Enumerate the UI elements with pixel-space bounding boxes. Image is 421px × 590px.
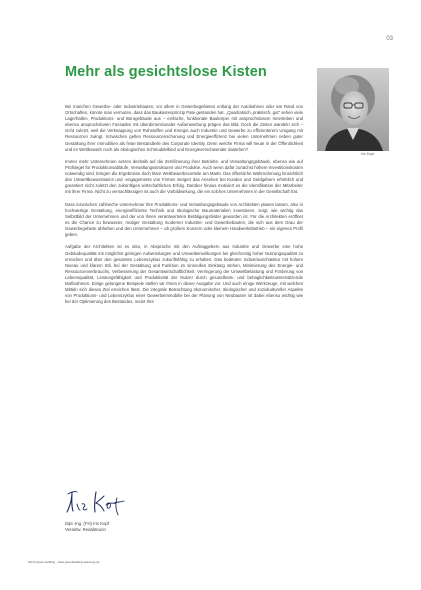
handwritten-signature xyxy=(64,488,126,516)
paragraph: Aufgabe der Architekten ist es also, in Absprache mit den Auftraggebern aus Industrie und Gewerbe eine hohe Gebäudequalität mit möglichst geringen Aufwendungen und Umwelteinwirkungen bei gleichzeitig hoher Nutzungsqualität zu erreichen und über den gesamten Lebenszyklus zukunftsfähig zu erhalten. Das bedeutet: Industriearchitektur mit hohem Niveau und klarem Stil, bei der Gestaltung und Funktion im sinnvollen Einklang stehen, Minimierung des Energie- und Ressourcenverbrauchs, Verbesserung der Gesamtwirtschaftlichkeit, Verringerung der Umweltbelastung und Förderung von Lebensqualität, Leistungsfähigkeit und Produktivität der Nutzer durch gesundheits- und behaglichkeitsunterstützende Maßnahmen. Einige gelungene Beispiele stellen wir Ihnen in dieser Ausgabe vor. Und auch einige Werkzeuge, mit welchen Mitteln sich dieses Ziel erreichen lässt. Die integrale Betrachtung ökonomischer, ökologischer und soziokultureller Aspekte von Produktions- und Lebenszyklus einer Gewerbeimmobilie bei der Planung von Neubauten ist dabei ebenso wichtig wie bei der Optimierung des Bestandes, meint Ihre xyxy=(65,244,303,305)
page-title: Mehr als gesichtslose Kisten xyxy=(65,64,267,80)
author-role: Verantw. Redakteurin xyxy=(65,527,106,532)
portrait-photo-icon xyxy=(317,68,389,151)
author-portrait xyxy=(317,68,389,151)
paragraph: Bei manchen Gewerbe- oder Industriebauten, vor allem in Gewerbegebieten entlang der Autobahnen oder am Rand von Ortschaften, könnte man vermuten, dass das Baukastenprinzip Pate gestanden hat. „Quadratisch, praktisch, gut“ sehen viele Lagerhallen, Produktions- und Bürogebäude aus – einfache, funktionale Baukörper mit anspruchslosem Innenleben und ebenso anspruchslosen Fassaden mit überdimensionaler Außenwerbung prägen das Bild. Doch die Zeiten wandeln sich – nicht zuletzt, weil die Verknappung von Rohstoffen und Energie auch Industrie und Gewerbe zu effizienterem Umgang mit Ressourcen zwingt. Inzwischen gelten Ressourcenschonung und Energieeffizienz bei vielen Unternehmen neben guter Gestaltung ihrer Immobilien als feste Bestandteile des Corporate Identity. Denn welche Firma will heute in der Öffentlichkeit und im Wettbewerb noch als ökologisches Schmuddelkind und Energieverschwender dastehen? xyxy=(65,104,303,152)
editorial-body xyxy=(65,104,303,312)
paragraph: Dass inzwischen zahlreiche Unternehmer ihre Produktions- und Verwaltungsgebäude von Architekten planen lassen, also in hochwertige Gestaltung, energieeffiziente Technik und ökologische Baumaterialien investieren, zeigt, wie wichtig das Selbstbild der Unternehmen und der von ihnen verantworteten Betätigungsfelder geworden ist. Für die Architekten eröffnet es die Chance zu bewusster, mutiger Gestaltung moderner Industrie- und Gewerbebauten, die sich aus dem Grau der Gewerbegebiete abheben und den Unternehmen – ob großem Konzern oder kleinem Handwerksbetrieb – ein eigenes Profil geben. xyxy=(65,201,303,238)
page-footer: 01|13 green.building · www.greenbuilding-planning.de xyxy=(28,560,100,564)
page-number: 03 xyxy=(386,36,393,42)
portrait-caption: Iris Kopf xyxy=(361,152,375,156)
author-name: Dipl.-Ing. (FH) Iris Kopf xyxy=(65,521,109,526)
paragraph: Immer mehr Unternehmen setzen deshalb auf die Zertifizierung ihrer Betriebs- und Verwaltungsgebäude, ebenso wie auf Prüfsiegel für Produktionsabläufe, Verwaltungsstrukturen und Produkte. Auch wenn dafür zunächst höhere Investitionskosten notwendig sind, bringen die Ergebnisse doch klare Wettbewerbsvorteile am Markt. Das öffentliche Wahrnehmung hinsichtlich des Umweltbewusstseins und -engagements von Firmen steigert das Ansehen bei Kunden und Geldgebern erheblich und garantiert nicht zuletzt den zukünftigen wirtschaftlichen Erfolg. Darüber hinaus motiviert es die Identifikation der Mitarbeiter mit ihrer Firma. Nicht zu vernachlässigen ist auch die Vorbildwirkung, die ein solches Unternehmen in der Gesellschaft hat. xyxy=(65,158,303,195)
